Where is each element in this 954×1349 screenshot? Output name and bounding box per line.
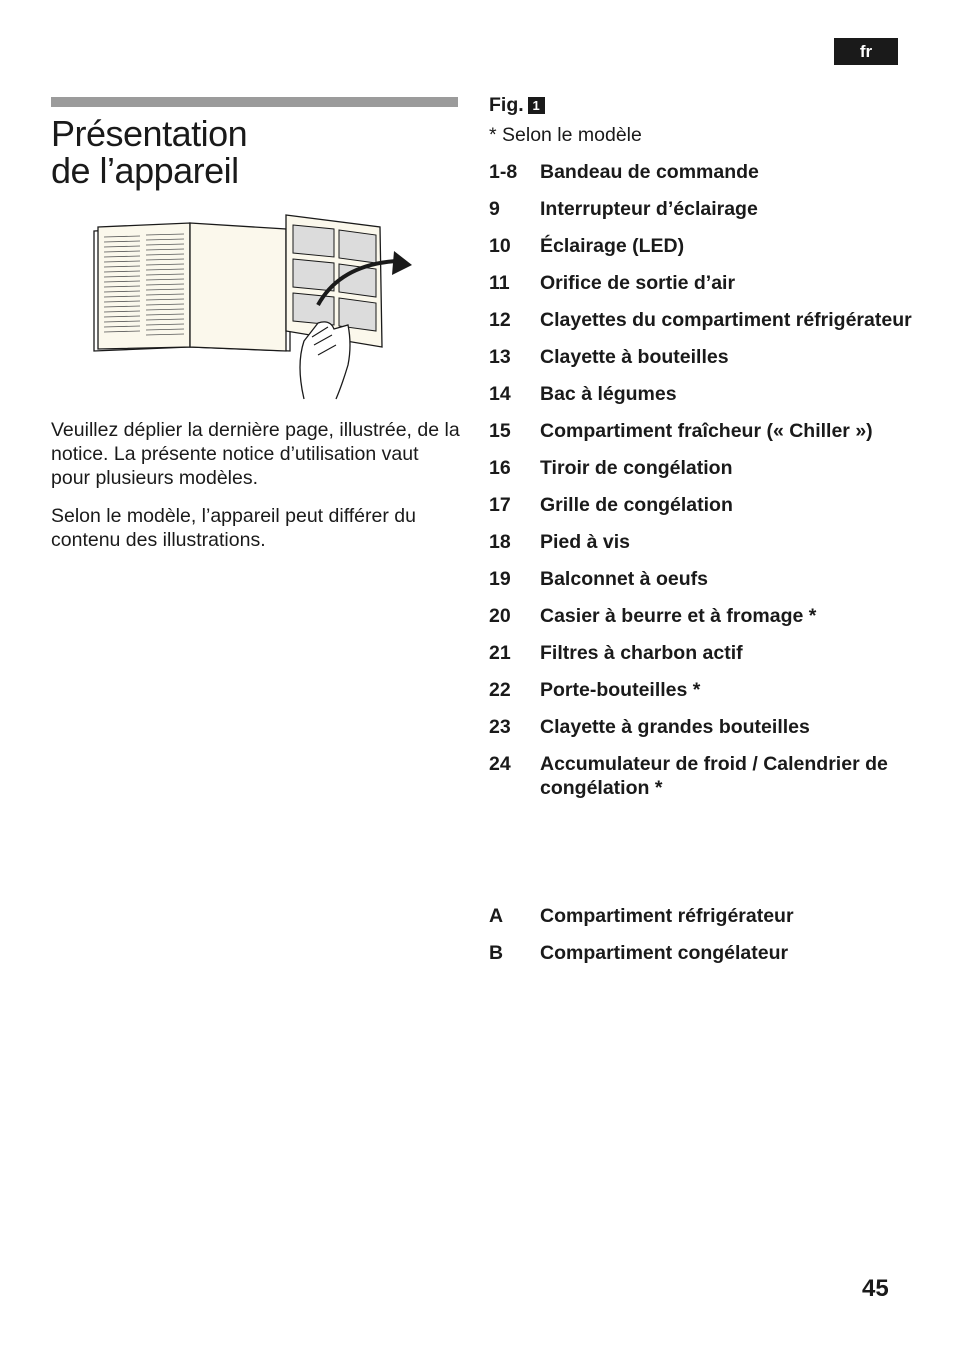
legend-item — [489, 641, 929, 665]
legend-text: Clayette à bouteilles — [540, 346, 729, 368]
legend-text: Porte-bouteilles * — [540, 679, 701, 701]
legend-item — [489, 271, 929, 295]
legend-number: 16 — [489, 457, 511, 479]
legend-item — [489, 419, 929, 443]
intro-paragraph-2: Selon le modèle, l’appareil peut différer du contenu des illustrations. — [51, 505, 416, 551]
legend-item — [489, 678, 929, 702]
legend-text: Clayettes du compartiment réfrigérateur — [540, 309, 912, 331]
page-number: 45 — [862, 1275, 889, 1302]
page-title — [51, 115, 451, 189]
legend-item — [489, 345, 929, 369]
legend-text: Filtres à charbon actif — [540, 642, 743, 664]
legend-number: 10 — [489, 235, 511, 257]
legend-item — [489, 234, 929, 258]
legend-text: Compartiment réfrigérateur — [540, 905, 794, 927]
legend-number: 1-8 — [489, 161, 518, 183]
component-legend — [489, 160, 929, 813]
intro-paragraph-1: Veuillez déplier la dernière page, illustrée, de la notice. La présente notice d’utilisation vaut pour plusieurs modèles. — [51, 419, 460, 489]
legend-item — [489, 567, 929, 591]
legend-item — [489, 197, 929, 221]
legend-text: Compartiment fraîcheur (« Chiller ») — [540, 420, 873, 442]
legend-text: Compartiment congélateur — [540, 942, 789, 964]
legend-letter: B — [489, 942, 504, 964]
legend-number: 21 — [489, 642, 511, 664]
unfold-manual-illustration — [90, 205, 420, 405]
legend-item — [489, 308, 929, 332]
title-rule — [51, 97, 458, 107]
legend-item — [489, 604, 929, 628]
legend-number: 14 — [489, 383, 511, 405]
legend-item — [489, 941, 929, 965]
language-badge: fr — [834, 38, 898, 65]
legend-number: 17 — [489, 494, 511, 516]
legend-text: Interrupteur d’éclairage — [540, 198, 758, 220]
figure-note: * Selon le modèle — [489, 124, 642, 146]
figure-label-text: Fig. — [489, 94, 524, 116]
legend-item — [489, 493, 929, 517]
legend-item — [489, 160, 929, 184]
legend-text: Orifice de sortie d’air — [540, 272, 736, 294]
legend-text: Grille de congélation — [540, 494, 733, 516]
legend-text: Tiroir de congélation — [540, 457, 733, 479]
legend-item — [489, 382, 929, 406]
figure-number-box: 1 — [528, 97, 545, 114]
legend-number: 22 — [489, 679, 511, 701]
legend-number: 24 — [489, 753, 511, 775]
legend-text: Pied à vis — [540, 531, 630, 553]
legend-text: Casier à beurre et à fromage * — [540, 605, 817, 627]
legend-item — [489, 752, 929, 800]
legend-item — [489, 904, 929, 928]
legend-item — [489, 715, 929, 739]
legend-number: 11 — [489, 272, 510, 294]
legend-item — [489, 456, 929, 480]
compartment-legend — [489, 904, 929, 978]
legend-number: 19 — [489, 568, 511, 590]
legend-number: 18 — [489, 531, 511, 553]
legend-text: Clayette à grandes bouteilles — [540, 716, 810, 738]
page-title-line-2: de l’appareil — [51, 150, 239, 191]
legend-text: Bandeau de commande — [540, 161, 759, 183]
legend-item — [489, 530, 929, 554]
legend-number: 23 — [489, 716, 511, 738]
legend-number: 12 — [489, 309, 511, 331]
legend-letter: A — [489, 905, 504, 927]
legend-number: 15 — [489, 420, 511, 442]
legend-number: 9 — [489, 198, 500, 220]
legend-text: Éclairage (LED) — [540, 235, 685, 257]
legend-text: Bac à légumes — [540, 383, 677, 405]
legend-number: 13 — [489, 346, 511, 368]
legend-text: Accumulateur de froid / Calendrier de congélation * — [540, 753, 888, 799]
figure-label — [489, 94, 545, 117]
legend-text: Balconnet à oeufs — [540, 568, 708, 590]
page-title-line-1: Présentation — [51, 113, 248, 154]
legend-number: 20 — [489, 605, 511, 627]
